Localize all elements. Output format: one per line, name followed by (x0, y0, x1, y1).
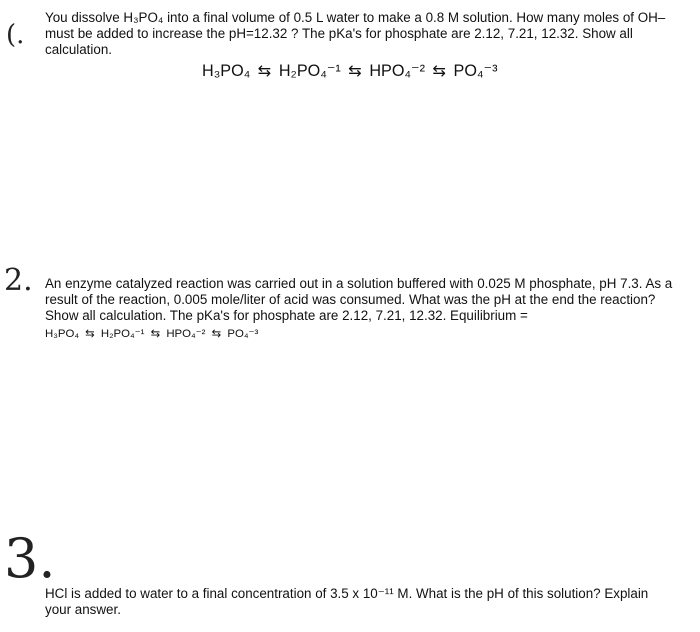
eq2-h3po4: H₃PO₄ (45, 328, 79, 340)
question-2-equation (45, 326, 258, 340)
eq1-arrow-2: ⇆ (348, 62, 362, 80)
eq1-h3po4: H₃PO₄ (202, 62, 251, 80)
eq1-h2po4: H₂PO₄⁻¹ (278, 62, 341, 80)
eq1-hpo4: HPO₄⁻² (369, 62, 425, 80)
question-3-body: HCl is added to water to a final concentration of 3.5 x 10⁻¹¹ M. What is the pH of this solution? Explain your answer. (45, 586, 649, 617)
question-2-body: An enzyme catalyzed reaction was carried out in a solution buffered with 0.025 M phosphate, pH 7.3. As a result of the reaction, 0.005 mole/liter of acid was consumed. What was the pH at the end the reaction? Show all calculation. The pKa's for phosphate are 2.12, 7.21, 12.32. Equilibrium = (45, 276, 673, 323)
question-1-equation (202, 61, 497, 81)
question-1-number: (. (6, 20, 25, 50)
question-3-number: 3. (4, 527, 56, 590)
question-2-text (45, 276, 675, 324)
eq2-arrow-3: ⇆ (211, 328, 222, 340)
eq2-arrow-1: ⇆ (85, 328, 95, 340)
eq2-hpo4: HPO₄⁻² (166, 328, 206, 340)
eq2-arrow-2: ⇆ (150, 328, 161, 340)
question-1-body: You dissolve H₃PO₄ into a final volume of 0.5 L water to make a 0.8 M solution. How many moles of OH– must be added to increase the pH=12.32 ? The pKa's for phosphate are 2.12, 7.21, 12.32. Show all calculation. (45, 10, 666, 57)
question-2-number: 2. (4, 263, 33, 298)
question-3-text (45, 586, 675, 618)
eq2-po4: PO₄⁻³ (227, 328, 259, 340)
eq1-arrow-3: ⇆ (432, 62, 447, 80)
eq1-arrow-1: ⇆ (257, 62, 272, 80)
eq1-po4: PO₄⁻³ (453, 62, 498, 80)
question-1-text (45, 10, 685, 58)
eq2-h2po4: H₂PO₄⁻¹ (100, 328, 145, 340)
